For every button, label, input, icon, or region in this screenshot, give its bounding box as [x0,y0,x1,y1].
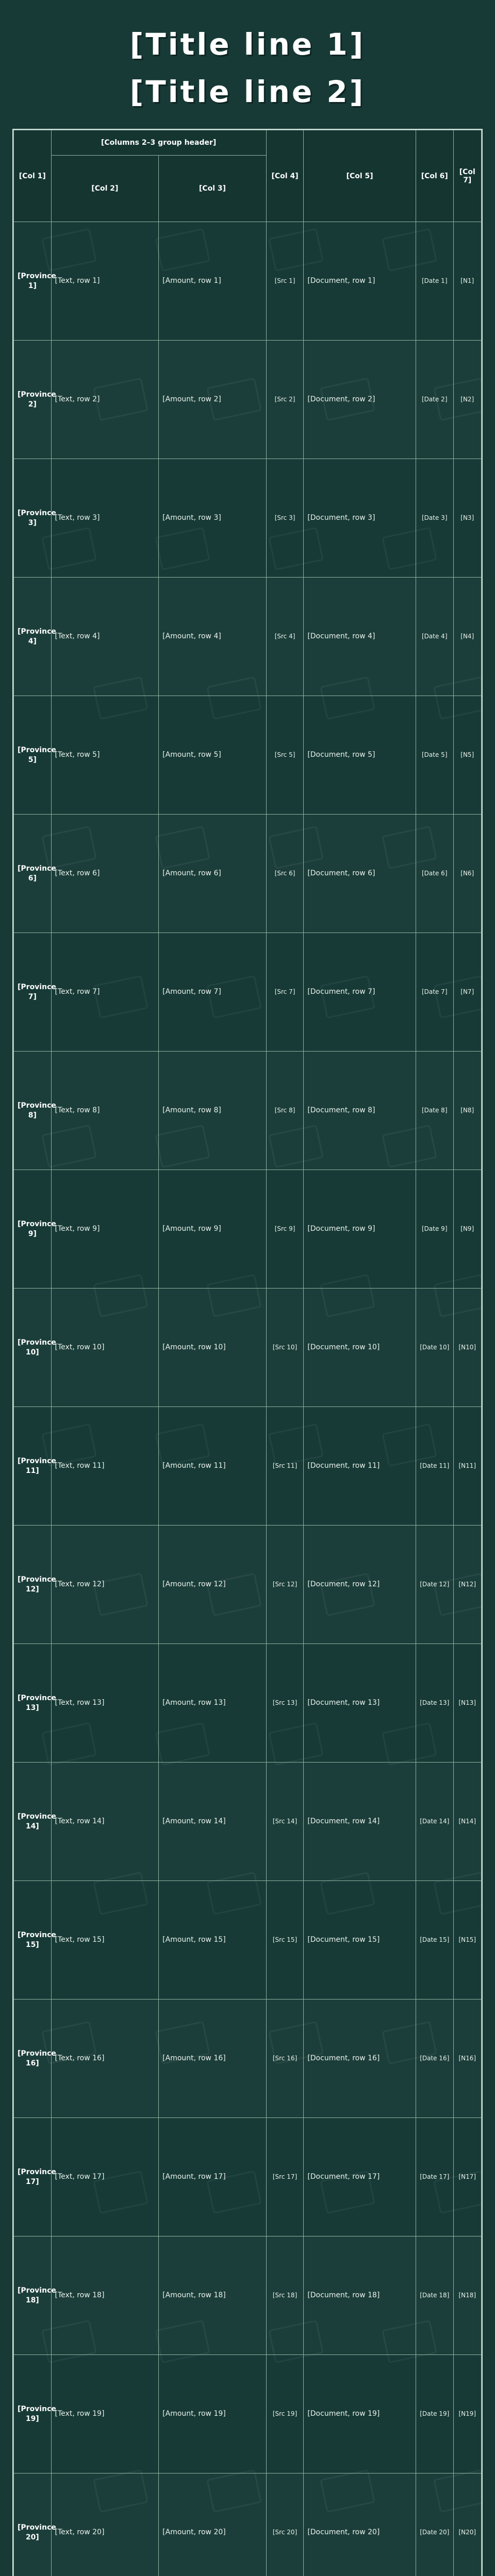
standard-amount-cell: [Amount, row 8] [159,1052,267,1170]
source-cell: [Src 3] [266,459,304,578]
note-cell: [N19] [453,2355,481,2473]
source-cell: [Src 13] [266,1644,304,1762]
standard-amount-cell: [Amount, row 15] [159,1881,267,1999]
province-cell: [Province 4] [14,578,52,696]
doc-cell: [Document, row 13] [304,1644,416,1762]
note-cell: [N14] [453,1762,481,1881]
standard-amount-cell: [Amount, row 11] [159,1407,267,1526]
province-cell: [Province 14] [14,1762,52,1881]
standard-text-cell: [Text, row 3] [51,459,159,578]
date-cell: [Date 1] [416,222,453,341]
date-cell: [Date 16] [416,1999,453,2118]
table-row [14,222,482,341]
date-cell: [Date 14] [416,1762,453,1881]
date-cell: [Date 5] [416,696,453,815]
doc-cell: [Document, row 4] [304,578,416,696]
standards-table [13,130,482,2576]
date-cell: [Date 6] [416,815,453,933]
header-note: [Col 7] [453,130,481,222]
standard-text-cell: [Text, row 9] [51,1170,159,1289]
province-cell: [Province 17] [14,2118,52,2236]
province-cell: [Province 10] [14,1289,52,1407]
table-row [14,1881,482,1999]
table-row [14,1170,482,1289]
standard-text-cell: [Text, row 18] [51,2236,159,2355]
header-standard-text: [Col 2] [51,156,159,222]
doc-cell: [Document, row 11] [304,1407,416,1526]
note-cell: [N13] [453,1644,481,1762]
table-row [14,2355,482,2473]
table-row [14,459,482,578]
source-cell: [Src 5] [266,696,304,815]
standard-amount-cell: [Amount, row 4] [159,578,267,696]
province-cell: [Province 9] [14,1170,52,1289]
source-cell: [Src 20] [266,2473,304,2576]
source-cell: [Src 19] [266,2355,304,2473]
note-cell: [N15] [453,1881,481,1999]
standard-text-cell: [Text, row 15] [51,1881,159,1999]
date-cell: [Date 12] [416,1526,453,1644]
doc-cell: [Document, row 5] [304,696,416,815]
header-doc: [Col 5] [304,130,416,222]
standard-amount-cell: [Amount, row 10] [159,1289,267,1407]
standard-text-cell: [Text, row 4] [51,578,159,696]
date-cell: [Date 3] [416,459,453,578]
standard-amount-cell: [Amount, row 2] [159,341,267,459]
page-title-line-2: [Title line 2] [129,74,366,109]
table-row [14,1644,482,1762]
source-cell: [Src 18] [266,2236,304,2355]
note-cell: [N4] [453,578,481,696]
province-cell: [Province 7] [14,933,52,1052]
source-cell: [Src 9] [266,1170,304,1289]
province-cell: [Province 19] [14,2355,52,2473]
date-cell: [Date 8] [416,1052,453,1170]
standard-amount-cell: [Amount, row 16] [159,1999,267,2118]
note-cell: [N17] [453,2118,481,2236]
header-standard-amount: [Col 3] [159,156,267,222]
doc-cell: [Document, row 17] [304,2118,416,2236]
table-row [14,1289,482,1407]
standard-amount-cell: [Amount, row 1] [159,222,267,341]
standard-amount-cell: [Amount, row 13] [159,1644,267,1762]
standard-text-cell: [Text, row 10] [51,1289,159,1407]
province-cell: [Province 20] [14,2473,52,2576]
note-cell: [N8] [453,1052,481,1170]
source-cell: [Src 4] [266,578,304,696]
standard-amount-cell: [Amount, row 9] [159,1170,267,1289]
note-cell: [N18] [453,2236,481,2355]
standard-amount-cell: [Amount, row 5] [159,696,267,815]
standard-text-cell: [Text, row 16] [51,1999,159,2118]
standard-text-cell: [Text, row 13] [51,1644,159,1762]
standard-text-cell: [Text, row 1] [51,222,159,341]
note-cell: [N9] [453,1170,481,1289]
standard-text-cell: [Text, row 12] [51,1526,159,1644]
date-cell: [Date 15] [416,1881,453,1999]
date-cell: [Date 9] [416,1170,453,1289]
source-cell: [Src 10] [266,1289,304,1407]
standard-amount-cell: [Amount, row 19] [159,2355,267,2473]
province-cell: [Province 16] [14,1999,52,2118]
standard-text-cell: [Text, row 14] [51,1762,159,1881]
province-cell: [Province 12] [14,1526,52,1644]
title-block [0,0,495,129]
standard-amount-cell: [Amount, row 18] [159,2236,267,2355]
table-row [14,1999,482,2118]
table-row [14,1407,482,1526]
province-cell: [Province 15] [14,1881,52,1999]
table-row [14,933,482,1052]
province-cell: [Province 2] [14,341,52,459]
standard-amount-cell: [Amount, row 20] [159,2473,267,2576]
note-cell: [N5] [453,696,481,815]
header-source: [Col 4] [266,130,304,222]
doc-cell: [Document, row 8] [304,1052,416,1170]
table-row [14,578,482,696]
date-cell: [Date 10] [416,1289,453,1407]
standard-text-cell: [Text, row 6] [51,815,159,933]
date-cell: [Date 17] [416,2118,453,2236]
date-cell: [Date 18] [416,2236,453,2355]
date-cell: [Date 7] [416,933,453,1052]
standard-text-cell: [Text, row 19] [51,2355,159,2473]
header-date: [Col 6] [416,130,453,222]
note-cell: [N7] [453,933,481,1052]
table-row [14,1526,482,1644]
note-cell: [N1] [453,222,481,341]
doc-cell: [Document, row 15] [304,1881,416,1999]
table-body [14,222,482,2576]
note-cell: [N20] [453,2473,481,2576]
standard-text-cell: [Text, row 2] [51,341,159,459]
table-row [14,2118,482,2236]
doc-cell: [Document, row 10] [304,1289,416,1407]
standard-text-cell: [Text, row 8] [51,1052,159,1170]
standard-amount-cell: [Amount, row 17] [159,2118,267,2236]
note-cell: [N6] [453,815,481,933]
note-cell: [N3] [453,459,481,578]
table-row [14,1762,482,1881]
doc-cell: [Document, row 14] [304,1762,416,1881]
date-cell: [Date 19] [416,2355,453,2473]
source-cell: [Src 17] [266,2118,304,2236]
province-cell: [Province 13] [14,1644,52,1762]
table-row [14,696,482,815]
standard-amount-cell: [Amount, row 12] [159,1526,267,1644]
standard-text-cell: [Text, row 11] [51,1407,159,1526]
standard-text-cell: [Text, row 17] [51,2118,159,2236]
source-cell: [Src 7] [266,933,304,1052]
date-cell: [Date 11] [416,1407,453,1526]
doc-cell: [Document, row 20] [304,2473,416,2576]
source-cell: [Src 14] [266,1762,304,1881]
page-title-line-1: [Title line 1] [129,27,366,62]
note-cell: [N2] [453,341,481,459]
standard-text-cell: [Text, row 7] [51,933,159,1052]
header-province: [Col 1] [14,130,52,222]
province-cell: [Province 8] [14,1052,52,1170]
province-cell: [Province 18] [14,2236,52,2355]
province-cell: [Province 5] [14,696,52,815]
doc-cell: [Document, row 12] [304,1526,416,1644]
province-cell: [Province 1] [14,222,52,341]
source-cell: [Src 8] [266,1052,304,1170]
source-cell: [Src 16] [266,1999,304,2118]
province-cell: [Province 6] [14,815,52,933]
note-cell: [N11] [453,1407,481,1526]
date-cell: [Date 20] [416,2473,453,2576]
doc-cell: [Document, row 2] [304,341,416,459]
doc-cell: [Document, row 18] [304,2236,416,2355]
table-row [14,1052,482,1170]
table-row [14,2473,482,2576]
doc-cell: [Document, row 6] [304,815,416,933]
standard-amount-cell: [Amount, row 7] [159,933,267,1052]
note-cell: [N12] [453,1526,481,1644]
doc-cell: [Document, row 9] [304,1170,416,1289]
table-header [14,130,482,222]
standard-amount-cell: [Amount, row 3] [159,459,267,578]
source-cell: [Src 15] [266,1881,304,1999]
date-cell: [Date 4] [416,578,453,696]
standard-text-cell: [Text, row 5] [51,696,159,815]
source-cell: [Src 6] [266,815,304,933]
source-cell: [Src 11] [266,1407,304,1526]
province-cell: [Province 11] [14,1407,52,1526]
doc-cell: [Document, row 1] [304,222,416,341]
header-group: [Columns 2–3 group header] [51,130,266,156]
standard-text-cell: [Text, row 20] [51,2473,159,2576]
date-cell: [Date 2] [416,341,453,459]
note-cell: [N10] [453,1289,481,1407]
header-row-group [14,130,482,156]
source-cell: [Src 1] [266,222,304,341]
table-row [14,815,482,933]
doc-cell: [Document, row 3] [304,459,416,578]
doc-cell: [Document, row 16] [304,1999,416,2118]
province-cell: [Province 3] [14,459,52,578]
doc-cell: [Document, row 7] [304,933,416,1052]
source-cell: [Src 12] [266,1526,304,1644]
source-cell: [Src 2] [266,341,304,459]
doc-cell: [Document, row 19] [304,2355,416,2473]
note-cell: [N16] [453,1999,481,2118]
standard-amount-cell: [Amount, row 14] [159,1762,267,1881]
date-cell: [Date 13] [416,1644,453,1762]
table-row [14,2236,482,2355]
table-row [14,341,482,459]
standards-table-container [12,129,483,2576]
standard-amount-cell: [Amount, row 6] [159,815,267,933]
